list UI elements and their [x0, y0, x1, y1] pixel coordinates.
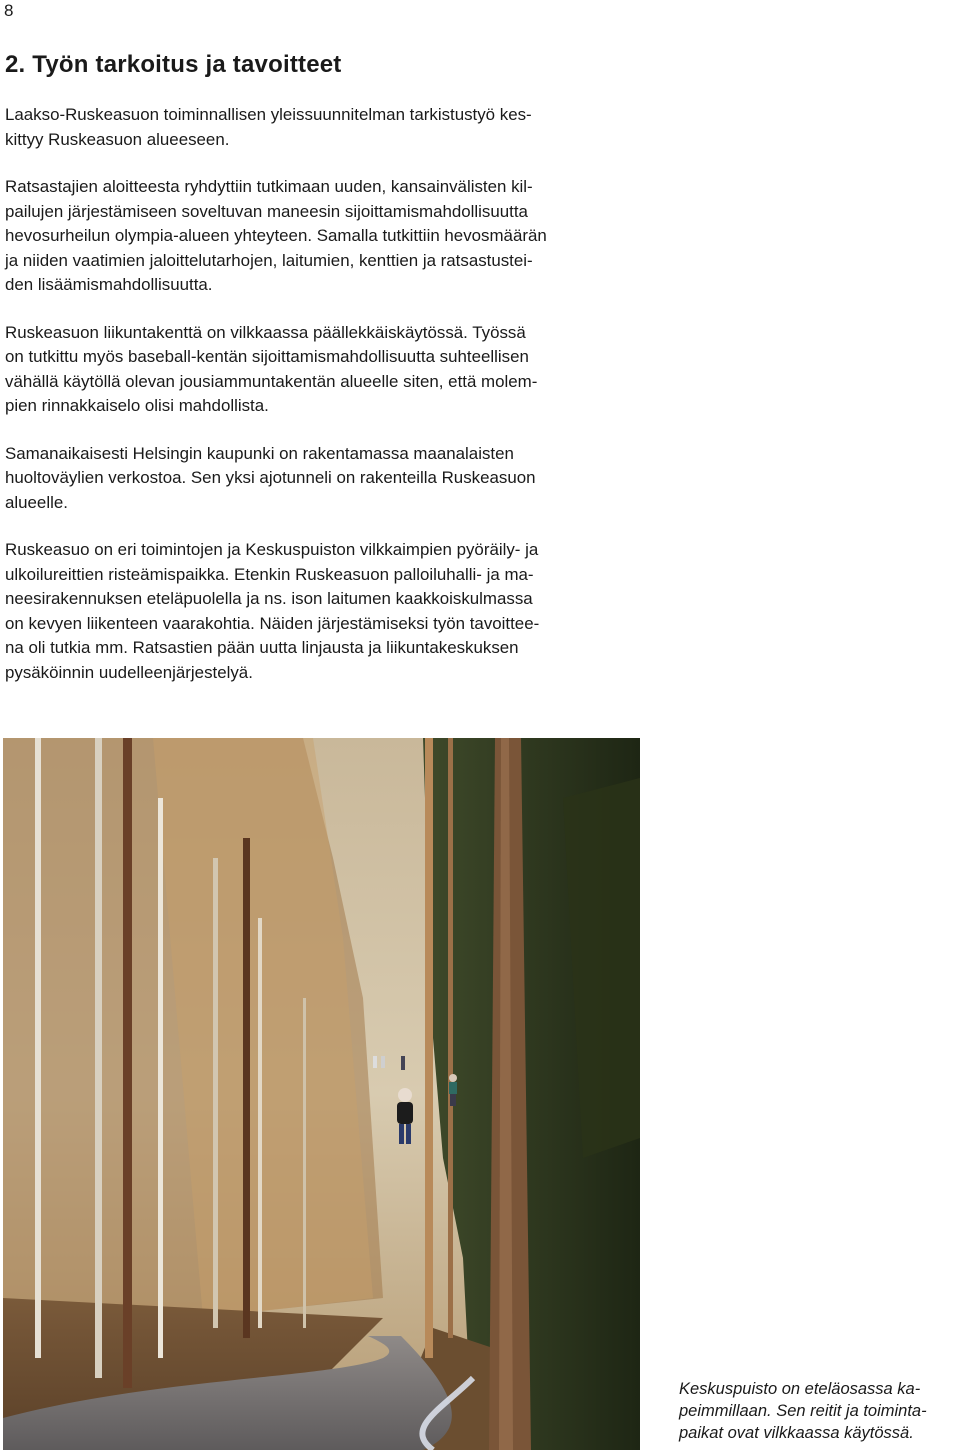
caption-line: Keskuspuisto on eteläosassa ka- — [679, 1380, 921, 1398]
text-line: vähällä käytöllä olevan jousiammuntakentän alueelle siten, että molem- — [5, 371, 538, 391]
text-line: on kevyen liikenteen vaarakohtia. Näiden järjestämiseksi työn tavoittee- — [5, 613, 540, 633]
paragraph — [5, 538, 641, 685]
walker-figure — [449, 1074, 457, 1106]
pine-trunk — [448, 738, 453, 1338]
pine-trunk — [425, 738, 433, 1358]
text-line: den lisäämismahdollisuutta. — [5, 275, 213, 294]
birch-trunk — [35, 738, 41, 1358]
text-line: hevosurheilun olympia-alueen yhteyteen. Samalla tutkittiin hevosmäärän — [5, 226, 547, 245]
paragraph — [5, 321, 641, 419]
birch-trunk — [213, 858, 218, 1328]
pine-trunk — [243, 838, 250, 1338]
text-line: ja niiden vaatimien jaloittelutarhojen, laitumien, kenttien ja ratsastustei- — [5, 250, 533, 270]
paragraph — [5, 103, 641, 152]
birch-trunk — [303, 998, 306, 1328]
text-line: pysäköinnin uudelleenjärjestelyä. — [5, 662, 253, 682]
text-line: Ratsastajien aloitteesta ryhdyttiin tutkimaan uuden, kansainvälisten kil- — [5, 177, 533, 196]
text-line: ulkoilureittien risteämispaikka. Etenkin Ruskeasuon palloiluhalli- ja ma- — [5, 564, 534, 584]
text-line: Ruskeasuon liikuntakenttä on vilkkaassa päällekkäiskäytössä. Työssä — [5, 322, 526, 342]
birch-trunk — [258, 918, 262, 1328]
text-line: Laakso-Ruskeasuon toiminnallisen yleissuunnitelman tarkistustyö kes- — [5, 105, 532, 124]
pine-trunk — [123, 738, 132, 1388]
caption-line: paikat ovat vilkkaassa käytössä. — [679, 1424, 914, 1442]
paragraph — [5, 442, 641, 516]
section-heading: 2. Työn tarkoitus ja tavoitteet — [5, 51, 342, 78]
text-line: on tutkittu myös baseball-kentän sijoittamismahdollisuutta suhteellisen — [5, 347, 529, 366]
text-line: kittyy Ruskeasuon alueeseen. — [5, 129, 230, 149]
birch-trunk — [158, 798, 163, 1358]
text-line: pailujen järjestämiseen soveltuvan maneesin sijoittamismahdollisuutta — [5, 201, 528, 221]
text-line: alueelle. — [5, 492, 68, 512]
birch-trunk — [95, 738, 102, 1378]
caption-line: peimmillaan. Sen reitit ja toiminta- — [679, 1402, 927, 1420]
text-line: Samanaikaisesti Helsingin kaupunki on rakentamassa maanalaisten — [5, 443, 514, 463]
page-number: 8 — [4, 1, 14, 20]
text-line: na oli tutkia mm. Ratsastien pään uutta linjausta ja liikuntakeskuksen — [5, 638, 519, 657]
forest-path-photo — [3, 738, 640, 1450]
text-line: pien rinnakkaiselo olisi mahdollista. — [5, 396, 269, 415]
body-text — [5, 103, 641, 708]
text-line: huoltoväylien verkostoa. Sen yksi ajotunneli on rakenteilla Ruskeasuon — [5, 468, 536, 487]
photo-caption — [679, 1378, 955, 1444]
text-line: neesirakennuksen eteläpuolella ja ns. ison laitumen kaakkoiskulmassa — [5, 589, 533, 608]
text-line: Ruskeasuo on eri toimintojen ja Keskuspuiston vilkkaimpien pyöräily- ja — [5, 540, 539, 559]
paragraph — [5, 175, 641, 298]
